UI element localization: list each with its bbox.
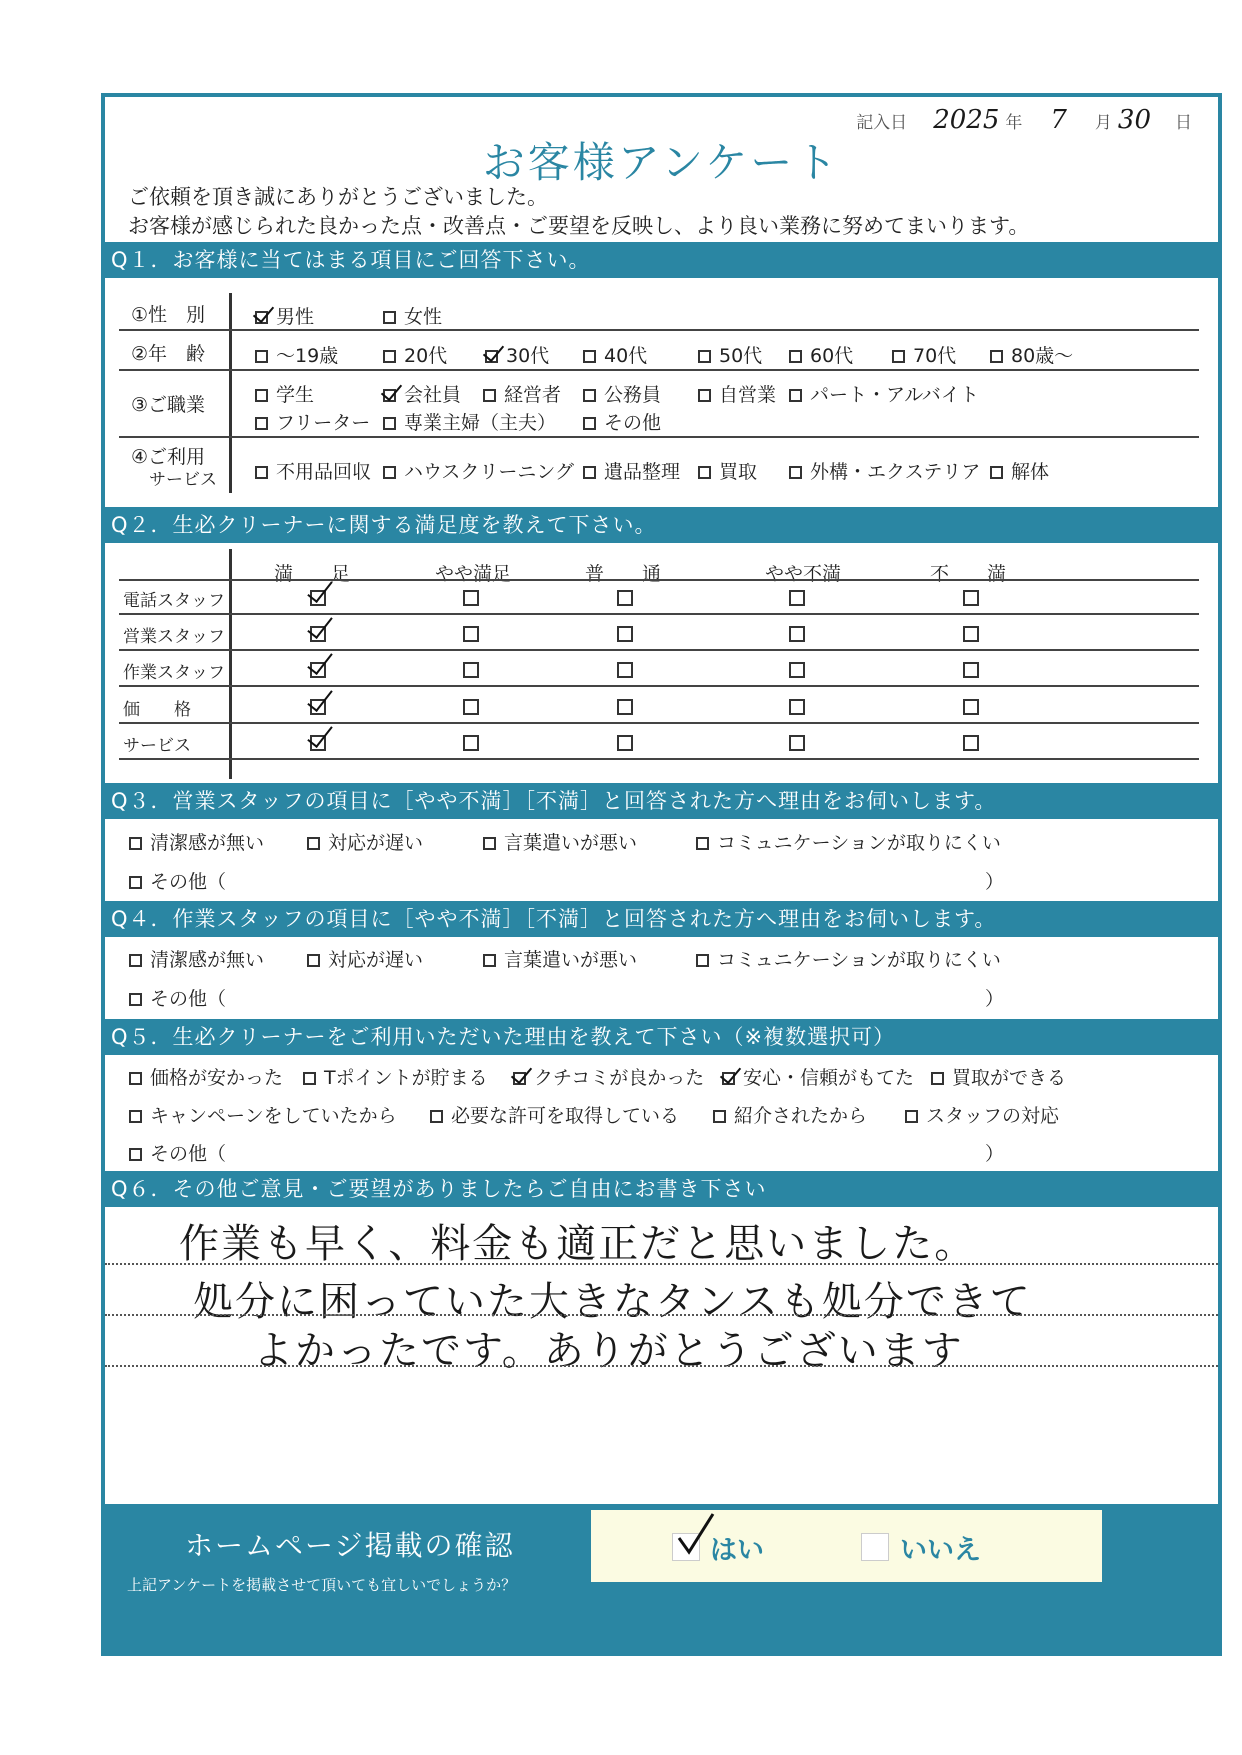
checkbox[interactable] [990,350,1003,363]
checkbox[interactable] [583,389,596,402]
answer-area [591,1510,1102,1582]
q2-row-line [119,758,1199,760]
q2-rating-checkbox[interactable] [463,735,479,751]
comment-line-2[interactable]: 処分に困っていた大きなタンスも処分できて [193,1279,1032,1325]
option-age[interactable]: 40代 [583,341,647,368]
option-service[interactable]: 遺品整理 [583,457,680,484]
option-service[interactable]: ハウスクリーニング [383,457,574,484]
checkbox[interactable] [583,466,596,479]
checkbox[interactable] [303,1072,316,1085]
publish-confirm-subtitle: 上記アンケートを掲載させて頂いても宜しいでしょうか？ [127,1576,517,1594]
option-job[interactable]: フリーター [255,408,370,435]
q3-option[interactable]: 清潔感が無い [129,828,264,855]
option-age[interactable]: 50代 [698,341,762,368]
no-checkbox[interactable] [861,1533,889,1561]
comment-line-3[interactable]: よかったです。ありがとうございます [253,1328,964,1374]
q2-heading: Q２．生必クリーナーに関する満足度を教えて下さい。 [105,507,1218,543]
checkbox[interactable] [129,837,142,850]
checkbox[interactable] [430,1110,443,1123]
option-job[interactable]: 自営業 [698,380,776,407]
date-month[interactable]: 7 [1050,105,1067,135]
q2-row-label: 営業スタッフ [123,627,225,647]
q2-col-3: 普 通 [585,563,662,585]
publish-confirm-panel [105,1504,585,1653]
option-service[interactable]: 外構・エクステリア [789,457,980,484]
checkbox[interactable] [129,954,142,967]
option-job[interactable]: 専業主婦（主夫） [383,408,556,435]
q2-row-label: 作業スタッフ [123,663,225,683]
checkbox[interactable] [905,1110,918,1123]
q2-rating-checkbox[interactable] [789,626,805,642]
q2-rating-checkbox[interactable] [310,699,326,715]
q2-row-label: 電話スタッフ [123,591,225,611]
intro-line-2: お客様が感じられた良かった点・改善点・ご要望を反映し、より良い業務に努めてまいります。 [128,214,1030,238]
checkbox[interactable] [931,1072,944,1085]
comment-rule [105,1314,1218,1316]
q2-row-label: サービス [123,736,191,756]
checkbox[interactable] [990,466,1003,479]
checkbox[interactable] [696,837,709,850]
yes-checkbox[interactable] [672,1533,700,1561]
checkbox[interactable] [483,389,496,402]
q1-row-line [119,436,1199,438]
q1-gender-label: ①性 別 [131,304,206,326]
q2-rating-checkbox[interactable] [310,590,326,606]
checkbox[interactable] [583,350,596,363]
q2-col-5: 不 満 [930,563,1007,585]
option-male[interactable]: 男性 [255,302,314,329]
q2-rating-checkbox[interactable] [963,626,979,642]
q1-row-line [119,329,1199,331]
q1-service-label: ④ご利用 [131,446,206,468]
q5-heading: Q５．生必クリーナーをご利用いただいた理由を教えて下さい（※複数選択可） [105,1019,1218,1055]
q2-rating-checkbox[interactable] [963,699,979,715]
q2-rating-checkbox[interactable] [463,662,479,678]
option-age[interactable]: ～19歳 [255,341,338,368]
q1-age-label: ②年 齢 [131,343,206,365]
q5-option[interactable]: 必要な許可を取得している [430,1101,679,1128]
option-age[interactable]: 60代 [789,341,853,368]
checkbox[interactable] [383,389,396,402]
yes-label[interactable]: はい [710,1535,764,1566]
option-age[interactable]: 80歳～ [990,341,1073,368]
checkbox[interactable] [789,466,802,479]
q1-service-label-2: サービス [149,470,217,490]
checkbox[interactable] [513,1072,526,1085]
option-job[interactable]: 経営者 [483,380,561,407]
checkbox[interactable] [483,837,496,850]
checkbox[interactable] [698,466,711,479]
option-job[interactable]: パート・アルバイト [789,380,979,407]
option-job[interactable]: 公務員 [583,380,661,407]
q2-divider [229,549,232,779]
q2-rating-checkbox[interactable] [617,699,633,715]
comment-line-1[interactable]: 作業も早く、料金も適正だと思いました。 [179,1221,977,1267]
q3-other-close: ） [985,871,1005,893]
checkbox[interactable] [713,1110,726,1123]
q4-other[interactable]: その他（ [129,984,226,1011]
option-service[interactable]: 不用品回収 [255,457,371,484]
q2-row-line [119,722,1199,724]
q2-row-line [119,685,1199,687]
checkbox[interactable] [255,466,268,479]
q5-option[interactable]: スタッフの対応 [905,1101,1059,1128]
option-job[interactable]: 会社員 [383,380,461,407]
q2-rating-checkbox[interactable] [463,590,479,606]
option-age[interactable]: 70代 [892,341,956,368]
q2-rating-checkbox[interactable] [617,590,633,606]
q5-option[interactable]: クチコミが良かった [513,1063,704,1090]
q2-rating-checkbox[interactable] [963,735,979,751]
q3-other[interactable]: その他（ [129,867,226,894]
q4-other-close: ） [985,988,1005,1010]
q4-heading: Q４．作業スタッフの項目に［やや不満］［不満］と回答された方へ理由をお伺いします。 [105,901,1218,937]
date-day[interactable]: 30 [1117,105,1151,135]
q5-option[interactable]: Tポイントが貯まる [303,1063,488,1090]
q2-rating-checkbox[interactable] [617,626,633,642]
option-job[interactable]: 学生 [255,380,314,407]
checkbox[interactable] [129,876,142,889]
q2-rating-checkbox[interactable] [463,699,479,715]
q2-row-label: 価 格 [123,700,191,720]
option-service[interactable]: 解体 [990,457,1049,484]
option-age[interactable]: 30代 [485,341,549,368]
q6-heading: Q６．その他ご意見・ご要望がありましたらご自由にお書き下さい [105,1171,1218,1207]
q4-option[interactable]: 清潔感が無い [129,945,264,972]
q2-rating-checkbox[interactable] [617,662,633,678]
checkbox[interactable] [698,350,711,363]
q3-heading: Q３．営業スタッフの項目に［やや不満］［不満］と回答された方へ理由をお伺いします。 [105,783,1218,819]
q1-divider [229,293,232,493]
q2-rating-checkbox[interactable] [789,735,805,751]
checkbox[interactable] [722,1072,735,1085]
survey-form [101,93,1222,1656]
checkbox[interactable] [129,993,142,1006]
q2-rating-checkbox[interactable] [789,699,805,715]
q2-row-line [119,579,1199,581]
checkbox[interactable] [383,417,396,430]
checkbox[interactable] [383,350,396,363]
option-service[interactable]: 買取 [698,457,757,484]
q4-option[interactable]: コミュニケーションが取りにくい [696,945,1001,972]
q2-rating-checkbox[interactable] [963,590,979,606]
option-job[interactable]: その他 [583,408,661,435]
publish-answer-panel [585,1504,1218,1653]
q1-row-line [119,369,1199,371]
q1-job-label: ③ご職業 [131,394,206,416]
date-label: 記入日 [856,113,908,133]
q2-rating-checkbox[interactable] [789,590,805,606]
checkbox[interactable] [255,417,268,430]
comment-rule [105,1263,1218,1265]
checkbox[interactable] [129,1148,142,1161]
q2-col-2: やや満足 [435,563,512,585]
q1-heading: Q１．お客様に当てはまる項目にご回答下さい。 [105,242,1218,278]
publish-confirm-title: ホームページ掲載の確認 [185,1529,515,1562]
checkbox[interactable] [383,311,396,324]
check-mark-icon [675,1512,715,1556]
q5-option[interactable]: 安心・信頼がもてた [722,1063,914,1090]
checkbox[interactable] [255,311,268,324]
date-day-unit: 日 [1175,113,1192,133]
no-label[interactable]: いいえ [900,1535,981,1566]
q5-option[interactable]: 買取ができる [931,1063,1066,1090]
q2-rating-checkbox[interactable] [310,735,326,751]
q5-option[interactable]: 紹介されたから [713,1101,867,1128]
date-year[interactable]: 2025 [933,105,1000,135]
q2-rating-checkbox[interactable] [310,626,326,642]
q5-other-close: ） [985,1143,1005,1165]
q5-other[interactable]: その他（ [129,1139,226,1166]
checkbox[interactable] [255,389,268,402]
checkbox[interactable] [696,954,709,967]
q3-option[interactable]: 対応が遅い [307,828,423,855]
intro-line-1: ご依頼を頂き誠にありがとうございました。 [128,185,548,209]
q2-col-1: 満 足 [274,563,351,585]
q5-option[interactable]: キャンペーンをしていたから [129,1101,397,1128]
checkbox[interactable] [383,466,396,479]
q3-option[interactable]: コミュニケーションが取りにくい [696,828,1001,855]
checkbox[interactable] [583,417,596,430]
date-year-unit: 年 [1005,113,1023,133]
option-age[interactable]: 20代 [383,341,447,368]
checkbox[interactable] [307,954,320,967]
q3-option[interactable]: 言葉遣いが悪い [483,828,637,855]
q2-row-line [119,613,1199,615]
checkbox[interactable] [789,389,802,402]
q2-col-4: やや不満 [765,563,842,585]
comment-rule [105,1365,1218,1367]
q2-rating-checkbox[interactable] [963,662,979,678]
checkbox[interactable] [255,350,268,363]
q2-rating-checkbox[interactable] [617,735,633,751]
q2-row-line [119,649,1199,651]
option-female[interactable]: 女性 [383,302,442,329]
q4-option[interactable]: 対応が遅い [307,945,423,972]
checkbox[interactable] [307,837,320,850]
checkbox[interactable] [698,389,711,402]
q5-option[interactable]: 価格が安かった [129,1063,283,1090]
checkbox[interactable] [483,954,496,967]
checkbox[interactable] [892,350,905,363]
checkbox[interactable] [129,1110,142,1123]
q2-rating-checkbox[interactable] [310,662,326,678]
checkbox[interactable] [485,350,498,363]
q4-option[interactable]: 言葉遣いが悪い [483,945,637,972]
page-title: お客様アンケート [482,138,841,187]
date-month-unit: 月 [1094,113,1112,133]
q2-rating-checkbox[interactable] [463,626,479,642]
checkbox[interactable] [789,350,802,363]
q2-rating-checkbox[interactable] [789,662,805,678]
checkbox[interactable] [129,1072,142,1085]
